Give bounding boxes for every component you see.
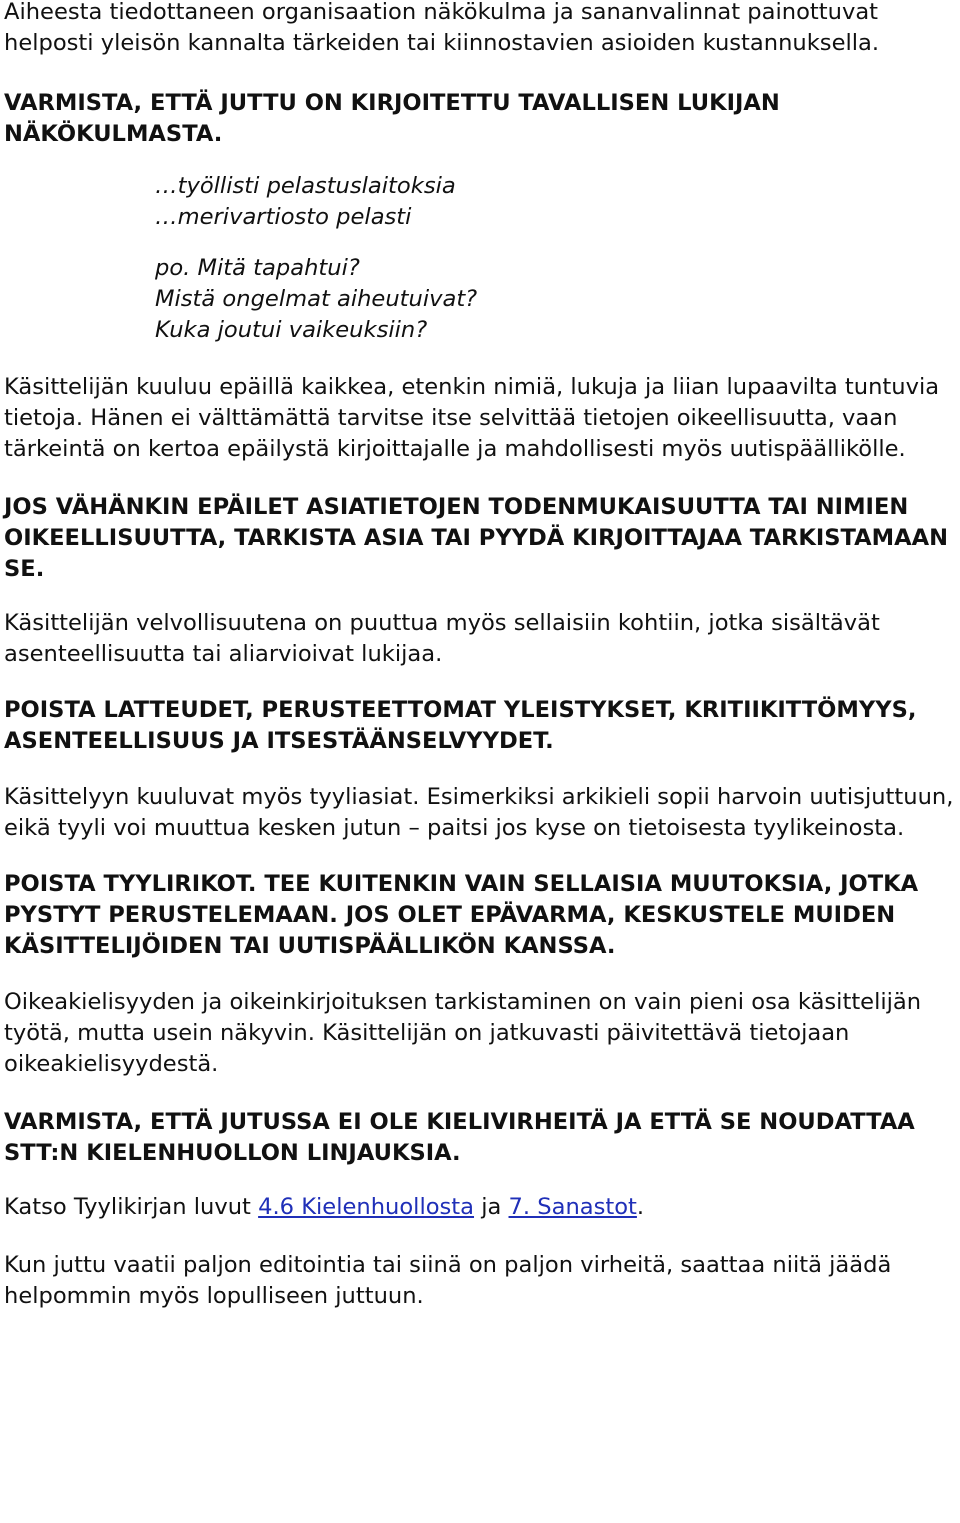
paragraph-intro: Aiheesta tiedottaneen organisaation näkökulma ja sananvalinnat painottuvat helposti yleisön kannalta tärkeiden tai kiinnostavien asioiden kustannuksella.: [4, 0, 880, 56]
link-kielenhuolto[interactable]: 4.6 Kielenhuollosta: [258, 1194, 475, 1220]
see-also-prefix: Katso Tyylikirjan luvut: [4, 1194, 259, 1220]
paragraph-doubt: Käsittelijän kuuluu epäillä kaikkea, etenkin nimiä, lukuja ja liian lupaavilta tuntuvia tietoja. Hänen ei välttämättä tarvitse itse selvittää tietojen oikeellisuutta, vaan tärkeintä on kertoa epäilystä kirjoittajalle ja mahdollisesti myös uutispäällikölle.: [4, 374, 940, 462]
paragraph-editing: Kun juttu vaatii paljon editointia tai siinä on paljon virheitä, saattaa niitä jäädä helpommin myös lopulliseen juttuun.: [4, 1252, 892, 1309]
example-line: po. Mitä tapahtui?: [155, 255, 360, 281]
instruction-language-errors: VARMISTA, ETTÄ JUTUSSA EI OLE KIELIVIRHEITÄ JA ETTÄ SE NOUDATTAA STT:N KIELENHUOLLON LINJAUKSIA.: [4, 1109, 915, 1166]
link-sanastot[interactable]: 7. Sanastot: [508, 1194, 637, 1220]
example-line: Mistä ongelmat aiheutuivat?: [155, 286, 478, 312]
paragraph-see-also: [4, 1192, 958, 1223]
paragraph-language: Oikeakielisyyden ja oikeinkirjoituksen tarkistaminen on vain pieni osa käsittelijän työtä, mutta usein näkyvin. Käsittelijän on jatkuvasti päivitettävä tietojaan oikeakielisyydestä.: [4, 989, 922, 1077]
paragraph-style: Käsittelyyn kuuluvat myös tyyliasiat. Esimerkiksi arkikieli sopii harvoin uutisjuttuun, eikä tyyli voi muuttua kesken jutun – paitsi jos kyse on tietoisesta tyylikeinosta.: [4, 784, 954, 841]
example-line: …merivartiosto pelasti: [155, 204, 412, 230]
instruction-verify-facts: JOS VÄHÄNKIN EPÄILET ASIATIETOJEN TODENMUKAISUUTTA TAI NIMIEN OIKEELLISUUTTA, TARKISTA ASIA TAI PYYDÄ KIRJOITTAJAA TARKISTAMAAN SE.: [4, 494, 949, 582]
instruction-remove-style-errors: POISTA TYYLIRIKOT. TEE KUITENKIN VAIN SELLAISIA MUUTOKSIA, JOTKA PYSTYT PERUSTELEMAAN. JOS OLET EPÄVARMA, KESKUSTELE MUIDEN KÄSITTELIJÖIDEN TAI UUTISPÄÄLLIKÖN KANSSA.: [4, 871, 919, 959]
example-block-1: [4, 171, 958, 233]
example-line: Kuka joutui vaikeuksiin?: [155, 317, 428, 343]
paragraph-attitude: Käsittelijän velvollisuutena on puuttua myös sellaisiin kohtiin, jotka sisältävät asenteellisuutta tai aliarvioivat lukijaa.: [4, 610, 880, 667]
example-line: …työllisti pelastuslaitoksia: [155, 173, 456, 199]
instruction-reader-perspective: VARMISTA, ETTÄ JUTTU ON KIRJOITETTU TAVALLISEN LUKIJAN NÄKÖKULMASTA.: [4, 90, 780, 147]
see-also-mid: ja: [474, 1194, 509, 1220]
document-page: [4, 0, 958, 1312]
instruction-remove-platitudes: POISTA LATTEUDET, PERUSTEETTOMAT YLEISTYKSET, KRITIIKITTÖMYYS, ASENTEELLISUUS JA ITSESTÄÄNSELVYYDET.: [4, 697, 917, 754]
example-block-2: [4, 253, 958, 346]
see-also-suffix: .: [636, 1194, 645, 1220]
